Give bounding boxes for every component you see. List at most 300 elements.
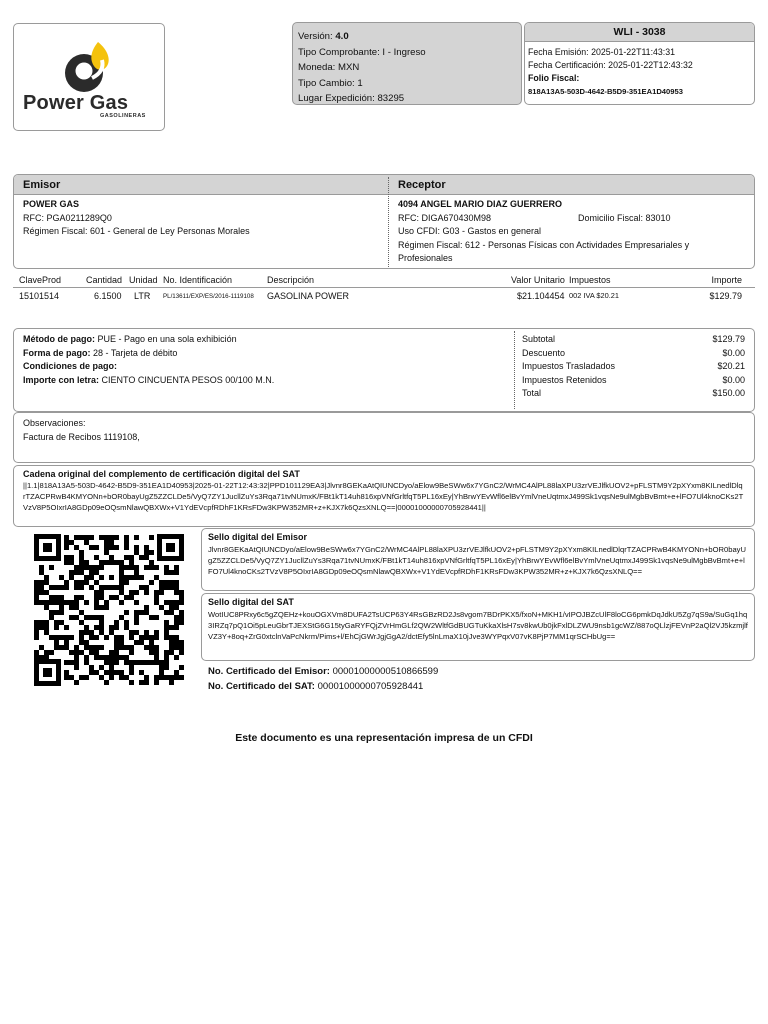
qr-module bbox=[104, 550, 109, 555]
qr-module bbox=[104, 680, 109, 685]
qr-module bbox=[169, 580, 174, 585]
qr-module bbox=[64, 625, 69, 630]
receptor-uso-cfdi: Uso CFDI: G03 - Gastos en general bbox=[398, 226, 542, 236]
qr-module bbox=[164, 660, 169, 665]
qr-module bbox=[94, 615, 99, 620]
qr-module bbox=[169, 610, 174, 615]
qr-module bbox=[154, 595, 159, 600]
qr-module bbox=[109, 575, 114, 580]
qr-module bbox=[144, 610, 149, 615]
qr-module bbox=[109, 660, 114, 665]
parties-box bbox=[13, 174, 755, 269]
qr-module bbox=[134, 610, 139, 615]
qr-module bbox=[144, 545, 149, 550]
qr-module bbox=[89, 535, 94, 540]
qr-module bbox=[159, 665, 164, 670]
qr-module bbox=[79, 555, 84, 560]
qr-module bbox=[84, 580, 89, 585]
qr-module bbox=[64, 580, 69, 585]
qr-module bbox=[129, 650, 134, 655]
qr-module bbox=[99, 620, 104, 625]
qr-module bbox=[164, 630, 169, 635]
qr-module bbox=[124, 535, 129, 540]
qr-module bbox=[149, 535, 154, 540]
qr-module bbox=[174, 620, 179, 625]
qr-module bbox=[69, 650, 74, 655]
qr-module bbox=[144, 635, 149, 640]
qr-code-icon bbox=[34, 534, 184, 686]
qr-module bbox=[34, 585, 39, 590]
qr-module bbox=[74, 600, 79, 605]
qr-module bbox=[99, 655, 104, 660]
qr-module bbox=[89, 615, 94, 620]
qr-module bbox=[69, 575, 74, 580]
qr-module bbox=[144, 660, 149, 665]
qr-module bbox=[119, 615, 124, 620]
qr-module bbox=[74, 615, 79, 620]
qr-module bbox=[119, 585, 124, 590]
qr-module bbox=[154, 615, 159, 620]
qr-module bbox=[84, 560, 89, 565]
qr-module bbox=[64, 640, 69, 645]
qr-module bbox=[134, 535, 139, 540]
qr-module bbox=[44, 630, 49, 635]
qr-module bbox=[174, 590, 179, 595]
total-row bbox=[522, 387, 745, 401]
qr-module bbox=[179, 600, 184, 605]
qr-module bbox=[84, 675, 89, 680]
qr-module bbox=[164, 620, 169, 625]
qr-module bbox=[79, 675, 84, 680]
qr-module bbox=[79, 550, 84, 555]
qr-module bbox=[99, 615, 104, 620]
items-header-row bbox=[13, 274, 755, 288]
qr-module bbox=[129, 560, 134, 565]
qr-module bbox=[59, 575, 64, 580]
qr-module bbox=[79, 635, 84, 640]
cadena-text: ||1.1|818A13A5-503D-4642-B5D9-351EA1D40953|2025-01-22T12:43:32|PPD101129EA3|Jlvnr8GEKaAtQIUNCDyo/aElow9BeSWw6x7YGnC2/WrMC4AlPL88laXPU3zrVEJlfkUOV2+pFLSTM9Y2pXYxm8KILnedlDlqrTZACPRwB4KMYONn+bOR0bayUgZ5ZZCLDe5/VyQ7ZY1JucllZuYs3Rqa71tvNUmxK/FBt1kT14uh816xpVNfGrltfqT5PL16xEy|YhBrwYEvWfl6elBvYmlVneUqtmxJ499Sk1vqsNe9ulMgbBvBmt+e+lFO7Ul4knoCKs2TVzV8P5OIxrIA8GDp09eOQsmNlawQBXWx+V1YdEVcpfRDhF1KRsFDw3KPW352MR+z+KJX7k6QzsXNLQ==|00001000000705928441|| bbox=[23, 481, 744, 512]
qr-module bbox=[124, 610, 129, 615]
qr-module bbox=[54, 645, 59, 650]
qr-module bbox=[114, 660, 119, 665]
qr-module bbox=[114, 535, 119, 540]
qr-module bbox=[124, 580, 129, 585]
qr-module bbox=[129, 630, 134, 635]
qr-module bbox=[144, 680, 149, 685]
descuento-row bbox=[522, 347, 745, 361]
qr-module bbox=[34, 625, 39, 630]
qr-module bbox=[114, 655, 119, 660]
qr-module bbox=[54, 625, 59, 630]
qr-module bbox=[149, 550, 154, 555]
qr-module bbox=[129, 660, 134, 665]
qr-module bbox=[174, 615, 179, 620]
qr-module bbox=[119, 600, 124, 605]
subtotal-label: Subtotal bbox=[522, 334, 556, 344]
qr-module bbox=[144, 675, 149, 680]
qr-module bbox=[119, 560, 124, 565]
qr-module bbox=[59, 635, 64, 640]
parties-header bbox=[14, 175, 754, 195]
qr-module bbox=[89, 575, 94, 580]
qr-module bbox=[179, 590, 184, 595]
logo-box bbox=[13, 23, 165, 131]
qr-module bbox=[94, 670, 99, 675]
qr-module bbox=[54, 585, 59, 590]
qr-module bbox=[154, 680, 159, 685]
col-clave: ClaveProd bbox=[19, 275, 62, 285]
version-label: Versión: bbox=[298, 31, 333, 42]
forma-pago-label: Forma de pago: bbox=[23, 347, 91, 358]
qr-module bbox=[129, 680, 134, 685]
qr-module bbox=[79, 650, 84, 655]
qr-module bbox=[139, 575, 144, 580]
qr-module bbox=[124, 675, 129, 680]
qr-module bbox=[94, 600, 99, 605]
qr-module bbox=[84, 535, 89, 540]
folio-fiscal-uuid: 818A13A5-503D-4642-B5D9-351EA1D40953 bbox=[528, 87, 683, 96]
tipo-comprobante: Tipo Comprobante: I - Ingreso bbox=[298, 46, 426, 58]
qr-module bbox=[154, 655, 159, 660]
qr-module bbox=[149, 650, 154, 655]
col-cantidad: Cantidad bbox=[86, 275, 123, 285]
qr-module bbox=[139, 555, 144, 560]
cert-sat-value: 00001000000705928441 bbox=[317, 681, 424, 692]
receptor-details bbox=[398, 198, 728, 266]
qr-module bbox=[104, 605, 109, 610]
qr-module bbox=[124, 555, 129, 560]
qr-module bbox=[169, 585, 174, 590]
qr-module bbox=[169, 605, 174, 610]
forma-pago-value: 28 - Tarjeta de débito bbox=[93, 347, 178, 358]
qr-module bbox=[144, 630, 149, 635]
cert-sat bbox=[208, 679, 438, 694]
qr-module bbox=[69, 635, 74, 640]
qr-module bbox=[134, 590, 139, 595]
retenidos-label: Impuestos Retenidos bbox=[522, 374, 607, 385]
qr-module bbox=[49, 585, 54, 590]
qr-module bbox=[84, 640, 89, 645]
condiciones-pago-label: Condiciones de pago: bbox=[23, 361, 118, 371]
qr-module bbox=[104, 670, 109, 675]
qr-module bbox=[104, 585, 109, 590]
qr-module bbox=[79, 620, 84, 625]
qr-module bbox=[94, 590, 99, 595]
qr-module bbox=[129, 555, 134, 560]
qr-module bbox=[164, 570, 169, 575]
qr-module bbox=[44, 600, 49, 605]
qr-module bbox=[134, 600, 139, 605]
qr-module bbox=[109, 670, 114, 675]
qr-module bbox=[99, 605, 104, 610]
metodo-pago-value: PUE - Pago en una sola exhibición bbox=[97, 334, 237, 344]
qr-module bbox=[64, 585, 69, 590]
qr-module bbox=[74, 570, 79, 575]
qr-module bbox=[109, 675, 114, 680]
qr-module bbox=[114, 645, 119, 650]
qr-module bbox=[129, 635, 134, 640]
qr-module bbox=[54, 600, 59, 605]
qr-module bbox=[129, 590, 134, 595]
qr-module bbox=[114, 620, 119, 625]
qr-module bbox=[39, 580, 44, 585]
qr-module bbox=[49, 615, 54, 620]
receptor-rfc-row bbox=[398, 212, 728, 226]
qr-module bbox=[79, 630, 84, 635]
qr-module bbox=[129, 565, 134, 570]
qr-module bbox=[94, 580, 99, 585]
qr-module bbox=[129, 670, 134, 675]
qr-module bbox=[124, 595, 129, 600]
qr-module bbox=[89, 630, 94, 635]
qr-module bbox=[79, 535, 84, 540]
qr-module bbox=[69, 540, 74, 545]
qr-module bbox=[84, 575, 89, 580]
fecha-certificacion: Fecha Certificación: 2025-01-22T12:43:32 bbox=[528, 60, 693, 70]
qr-module bbox=[84, 660, 89, 665]
qr-module bbox=[99, 575, 104, 580]
qr-module bbox=[34, 590, 39, 595]
qr-module bbox=[39, 565, 44, 570]
qr-module bbox=[54, 595, 59, 600]
qr-module bbox=[104, 560, 109, 565]
qr-module bbox=[154, 565, 159, 570]
row-importe: $129.79 bbox=[709, 291, 742, 301]
qr-module bbox=[94, 650, 99, 655]
qr-module bbox=[144, 645, 149, 650]
qr-module bbox=[154, 575, 159, 580]
qr-module bbox=[109, 630, 114, 635]
moneda: Moneda: MXN bbox=[298, 62, 360, 73]
qr-module bbox=[169, 645, 174, 650]
col-descripcion: Descripción bbox=[267, 275, 315, 285]
parties-divider bbox=[388, 177, 389, 267]
qr-module bbox=[109, 540, 114, 545]
row-unidad: LTR bbox=[134, 291, 151, 301]
qr-module bbox=[79, 570, 84, 575]
qr-module bbox=[134, 575, 139, 580]
qr-module bbox=[74, 580, 79, 585]
condiciones-pago bbox=[23, 360, 274, 374]
qr-module bbox=[109, 560, 114, 565]
qr-module bbox=[74, 665, 79, 670]
qr-module bbox=[99, 565, 104, 570]
qr-module bbox=[169, 625, 174, 630]
qr-module bbox=[94, 635, 99, 640]
qr-module bbox=[139, 635, 144, 640]
qr-module bbox=[49, 635, 54, 640]
qr-module bbox=[129, 665, 134, 670]
qr-module bbox=[119, 580, 124, 585]
qr-module bbox=[124, 565, 129, 570]
qr-module bbox=[164, 635, 169, 640]
qr-module bbox=[174, 670, 179, 675]
qr-module bbox=[144, 605, 149, 610]
receptor-rfc: RFC: DIGA670430M98 bbox=[398, 212, 492, 223]
qr-module bbox=[94, 625, 99, 630]
items-table bbox=[13, 274, 755, 308]
row-identificacion: PL/13611/EXP/ES/2016-1119108 bbox=[163, 293, 254, 300]
qr-module bbox=[44, 620, 49, 625]
qr-module bbox=[89, 665, 94, 670]
qr-module bbox=[114, 650, 119, 655]
qr-module bbox=[119, 635, 124, 640]
qr-module bbox=[79, 595, 84, 600]
qr-module bbox=[124, 545, 129, 550]
qr-module bbox=[139, 585, 144, 590]
col-importe: Importe bbox=[711, 275, 742, 285]
qr-module bbox=[119, 565, 124, 570]
qr-module bbox=[124, 540, 129, 545]
qr-module bbox=[174, 675, 179, 680]
qr-module bbox=[134, 630, 139, 635]
qr-module bbox=[104, 540, 109, 545]
qr-module bbox=[134, 640, 139, 645]
qr-module bbox=[154, 600, 159, 605]
qr-module bbox=[64, 535, 69, 540]
qr-module bbox=[159, 660, 164, 665]
qr-module bbox=[134, 565, 139, 570]
qr-module bbox=[59, 605, 64, 610]
col-valor: Valor Unitario bbox=[511, 275, 565, 285]
qr-module bbox=[159, 675, 164, 680]
cadena-title: Cadena original del complemento de certificación digital del SAT bbox=[23, 469, 300, 479]
qr-module bbox=[179, 595, 184, 600]
qr-module bbox=[114, 595, 119, 600]
qr-module bbox=[44, 575, 49, 580]
qr-module bbox=[34, 620, 39, 625]
folio-box bbox=[524, 22, 755, 105]
qr-module bbox=[124, 655, 129, 660]
qr-module bbox=[84, 540, 89, 545]
qr-module bbox=[59, 595, 64, 600]
qr-module bbox=[94, 570, 99, 575]
qr-module bbox=[149, 580, 154, 585]
qr-module bbox=[34, 600, 39, 605]
folio-title: WLI - 3038 bbox=[525, 23, 754, 42]
qr-module bbox=[119, 655, 124, 660]
qr-module bbox=[64, 545, 69, 550]
qr-module bbox=[174, 635, 179, 640]
qr-module bbox=[104, 535, 109, 540]
qr-module bbox=[69, 675, 74, 680]
qr-module bbox=[89, 585, 94, 590]
qr-module bbox=[104, 655, 109, 660]
qr-module bbox=[164, 665, 169, 670]
qr-module bbox=[124, 575, 129, 580]
qr-module bbox=[84, 565, 89, 570]
pago-box bbox=[13, 328, 755, 412]
qr-module bbox=[144, 565, 149, 570]
qr-module bbox=[109, 595, 114, 600]
qr-module bbox=[174, 640, 179, 645]
qr-module bbox=[119, 575, 124, 580]
receptor-regimen-2: Profesionales bbox=[398, 253, 453, 263]
importe-letra-value: CIENTO CINCUENTA PESOS 00/100 M.N. bbox=[101, 374, 275, 385]
subtotal-row bbox=[522, 333, 745, 347]
qr-module bbox=[134, 660, 139, 665]
qr-module bbox=[79, 640, 84, 645]
qr-module bbox=[44, 650, 49, 655]
importe-letra bbox=[23, 374, 274, 388]
qr-module bbox=[39, 600, 44, 605]
qr-module bbox=[44, 580, 49, 585]
qr-module bbox=[74, 660, 79, 665]
qr-module bbox=[49, 650, 54, 655]
comprobante-info bbox=[292, 22, 522, 105]
qr-module bbox=[34, 650, 39, 655]
qr-module bbox=[144, 555, 149, 560]
qr-module bbox=[174, 600, 179, 605]
qr-module bbox=[114, 640, 119, 645]
qr-module bbox=[59, 645, 64, 650]
sello-emisor-title: Sello digital del Emisor bbox=[208, 532, 308, 542]
qr-module bbox=[124, 625, 129, 630]
qr-module bbox=[59, 610, 64, 615]
qr-module bbox=[149, 640, 154, 645]
qr-module bbox=[49, 595, 54, 600]
qr-module bbox=[149, 635, 154, 640]
qr-module bbox=[69, 660, 74, 665]
qr-module bbox=[144, 590, 149, 595]
qr-module bbox=[179, 665, 184, 670]
qr-module bbox=[109, 665, 114, 670]
version-line bbox=[298, 29, 521, 45]
total-value: $150.00 bbox=[712, 388, 745, 398]
receptor-header: Receptor bbox=[398, 179, 446, 191]
qr-module bbox=[124, 620, 129, 625]
table-row bbox=[13, 289, 755, 303]
qr-module bbox=[159, 590, 164, 595]
qr-module bbox=[159, 585, 164, 590]
qr-module bbox=[134, 545, 139, 550]
qr-module bbox=[89, 650, 94, 655]
observaciones-label: Observaciones: bbox=[23, 418, 86, 428]
qr-module bbox=[69, 560, 74, 565]
qr-module bbox=[89, 565, 94, 570]
qr-module bbox=[144, 585, 149, 590]
row-valor: $21.104454 bbox=[517, 291, 565, 301]
qr-module bbox=[154, 630, 159, 635]
qr-module bbox=[159, 670, 164, 675]
qr-module bbox=[174, 570, 179, 575]
fecha-emision: Fecha Emisión: 2025-01-22T11:43:31 bbox=[528, 47, 676, 57]
receptor-regimen-1: Régimen Fiscal: 612 - Personas Físicas con Actividades Empresariales y bbox=[398, 239, 690, 250]
qr-module bbox=[99, 630, 104, 635]
qr-module bbox=[89, 670, 94, 675]
qr-module bbox=[179, 610, 184, 615]
qr-module bbox=[134, 620, 139, 625]
observaciones-text: Factura de Recibos 1119108, bbox=[23, 431, 140, 442]
qr-module bbox=[69, 615, 74, 620]
qr-module bbox=[129, 575, 134, 580]
qr-module bbox=[109, 555, 114, 560]
qr-module bbox=[69, 570, 74, 575]
qr-module bbox=[74, 595, 79, 600]
qr-module bbox=[104, 600, 109, 605]
qr-module bbox=[74, 545, 79, 550]
trasladados-label: Impuestos Trasladados bbox=[522, 361, 616, 371]
qr-module bbox=[169, 600, 174, 605]
qr-module bbox=[74, 680, 79, 685]
subtotal-value: $129.79 bbox=[712, 334, 745, 344]
certificados bbox=[208, 664, 438, 694]
sello-emisor-box bbox=[201, 528, 755, 591]
qr-module bbox=[174, 645, 179, 650]
qr-module bbox=[89, 570, 94, 575]
qr-module bbox=[49, 610, 54, 615]
qr-module bbox=[84, 615, 89, 620]
